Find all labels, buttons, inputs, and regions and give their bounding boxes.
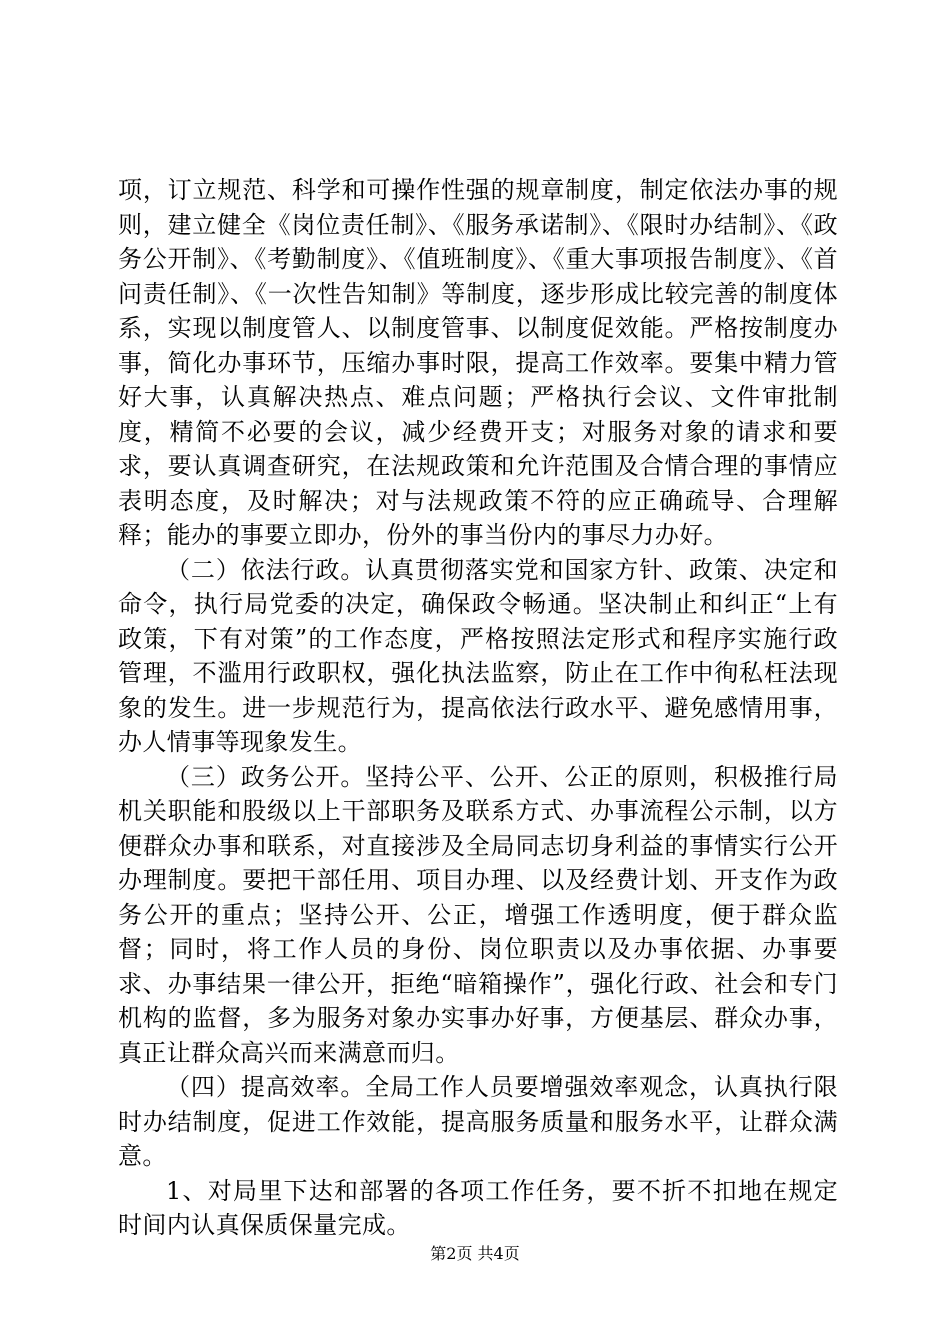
paragraph-item-1: 1、对局里下达和部署的各项工作任务，要不折不扣地在规定时间内认真保质保量完成。 [118, 1176, 838, 1239]
paragraph-improve-efficiency: （四）提高效率。全局工作人员要增强效率观念，认真执行限时办结制度，促进工作效能，提高服务质量和服务水平，让群众满意。 [118, 1073, 838, 1170]
paragraph-government-affairs-public: （三）政务公开。坚持公平、公开、公正的原则，积极推行局机关职能和股级以上干部职务及联系方式、办事流程公示制，以方便群众办事和联系，对直接涉及全局同志切身利益的事情实行公开办理制度。要把干部任用、项目办理、以及经费计划、开支作为政务公开的重点；坚持公开、公正，增强工作透明度，便于群众监督；同时，将工作人员的身份、岗位职责以及办事依据、办事要求、办事结果一律公开，拒绝“暗箱操作”，强化行政、社会和专门机构的监督，多为服务对象办实事办好事，方便基层、群众办事，真正让群众高兴而来满意而归。 [118, 762, 838, 1067]
document-body [118, 173, 838, 1243]
paragraph-law-administration: （二）依法行政。认真贯彻落实党和国家方针、政策、决定和命令，执行局党委的决定，确保政令畅通。坚决制止和纠正“上有政策，下有对策”的工作态度，严格按照法定形式和程序实施行政管理，不滥用行政职权，强化执法监察，防止在工作中徇私枉法现象的发生。进一步规范行为，提高依法行政水平、避免感情用事，办人情事等现象发生。 [118, 555, 838, 756]
paragraph-continuation: 项，订立规范、科学和可操作性强的规章制度，制定依法办事的规则，建立健全《岗位责任制》、《服务承诺制》、《限时办结制》、《政务公开制》、《考勤制度》、《值班制度》、《重大事项报告制度》、《首问责任制》、《一次性告知制》等制度，逐步形成比较完善的制度体系，实现以制度管人、以制度管事、以制度促效能。严格按制度办事，简化办事环节，压缩办事时限，提高工作效率。要集中精力管好大事，认真解决热点、难点问题；严格执行会议、文件审批制度，精简不必要的会议，减少经费开支；对服务对象的请求和要求，要认真调查研究，在法规政策和允许范围及合情合理的事情应表明态度，及时解决；对与法规政策不符的应正确疏导、合理解释；能办的事要立即办，份外的事当份内的事尽力办好。 [118, 176, 838, 549]
page-footer: 第2页 共4页 [430, 1244, 520, 1263]
